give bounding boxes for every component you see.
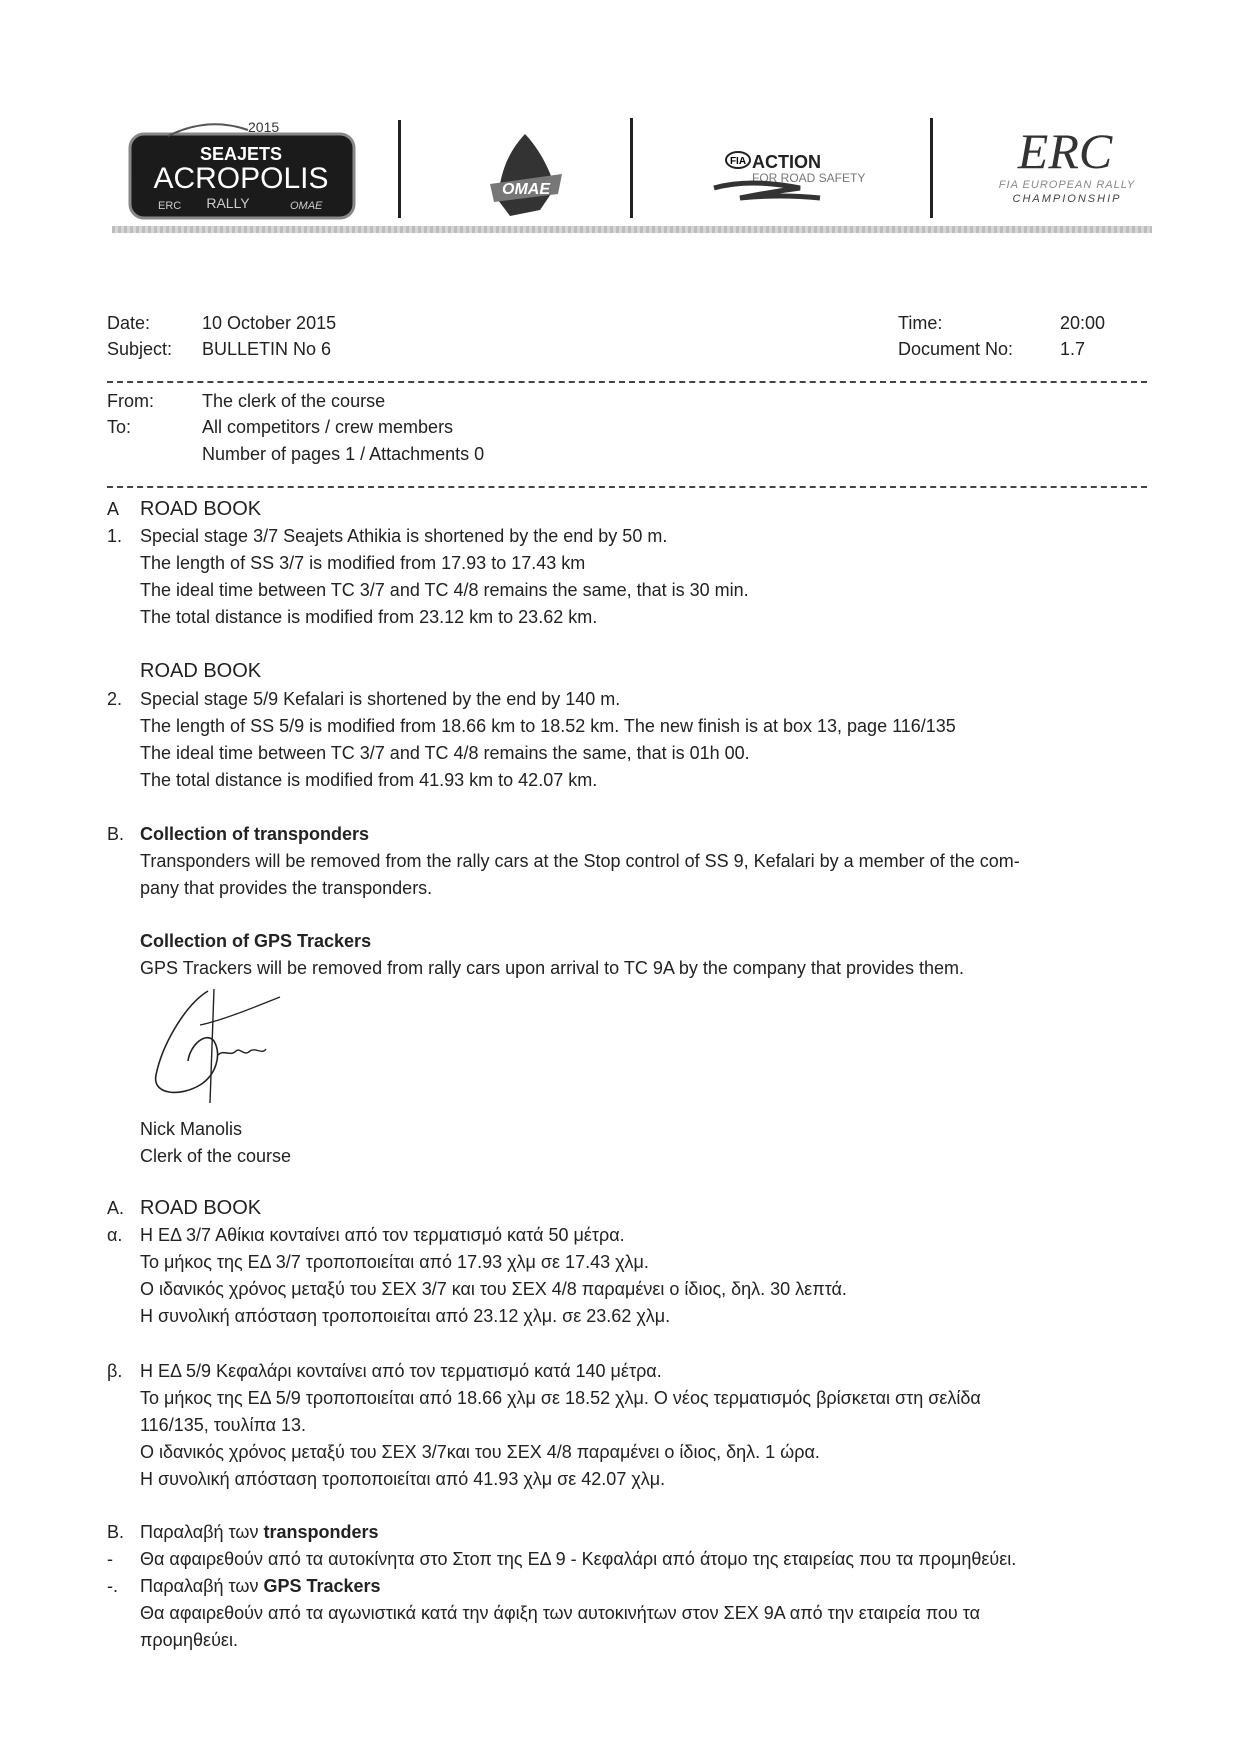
greek-section-a-marker: A. — [107, 1198, 125, 1218]
header-divider — [398, 120, 401, 218]
section-a-marker: A — [107, 499, 120, 519]
greek-gps-bold: GPS Trackers — [263, 1576, 381, 1596]
item-2-line: The total distance is modified from 41.93 km to 42.07 km. — [140, 770, 598, 790]
item-1-line: The ideal time between TC 3/7 and TC 4/8 remains the same, that is 30 min. — [140, 580, 749, 600]
erc-mark: ERC — [1017, 123, 1113, 179]
omae-logo — [470, 130, 580, 220]
greek-beta-line: 116/135, τουλίπα 13. — [140, 1415, 307, 1435]
section-b-line: Transponders will be removed from the rally cars at the Stop control of SS 9, Kefalari by a member of the com- — [140, 851, 1020, 871]
greek-beta-text — [140, 1358, 981, 1493]
acropolis-sponsor: SEAJETS — [199, 144, 283, 164]
greek-alpha-text — [140, 1222, 847, 1330]
signatory-role: Clerk of the course — [140, 1146, 292, 1166]
section-b-text — [140, 848, 1020, 902]
greek-b-dash: - — [107, 1549, 113, 1569]
greek-b-line: Θα αφαιρεθούν από τα αυτοκίνητα στο Στοπ της ΕΔ 9 - Κεφαλάρι από άτομο της εταιρείας που τα προμηθεύει. — [140, 1549, 1017, 1569]
item-1-line: Special stage 3/7 Seajets Athikia is shortened by the end by 50 m. — [140, 526, 668, 546]
gps-heading: Collection of GPS Trackers — [140, 931, 372, 951]
header-divider — [930, 118, 933, 218]
greek-gps-line: προμηθεύει. — [140, 1630, 238, 1650]
item-2-line: The ideal time between TC 3/7 and TC 4/8 remains the same, that is 01h 00. — [140, 743, 750, 763]
date-value: 10 October 2015 — [202, 313, 337, 333]
greek-beta-marker: β. — [107, 1361, 123, 1381]
from-value: The clerk of the course — [202, 391, 386, 411]
time-value: 20:00 — [1060, 313, 1106, 333]
item-2-text — [140, 686, 956, 794]
header-rule — [112, 226, 1152, 233]
dashed-divider — [107, 486, 1147, 488]
acropolis-name: ACROPOLIS — [153, 162, 329, 195]
erc-logo — [975, 118, 1155, 208]
section-a-heading: ROAD BOOK — [140, 498, 262, 520]
section-b-line: pany that provides the transponders. — [140, 878, 433, 898]
omae-text: OMAE — [502, 181, 550, 198]
greek-alpha-line: Το μήκος της ΕΔ 3/7 τροποποιείται από 17.93 χλμ σε 17.43 χλμ. — [140, 1252, 649, 1272]
pages-attachments: Number of pages 1 / Attachments 0 — [202, 444, 485, 464]
date-label: Date: — [107, 313, 151, 333]
greek-b-bold: transponders — [263, 1522, 379, 1542]
time-label: Time: — [898, 313, 943, 333]
greek-gps-line: Θα αφαιρεθούν από τα αγωνιστικά κατά την άφιξη των αυτοκινήτων στον ΣΕΧ 9Α από την εταιρεία που τα — [140, 1603, 980, 1623]
to-label: To: — [107, 417, 132, 437]
item-2-number: 2. — [107, 689, 123, 709]
item-1-number: 1. — [107, 526, 123, 546]
greek-beta-line: Ο ιδανικός χρόνος μεταξύ του ΣΕΧ 3/7και του ΣΕΧ 4/8 παραμένει ο ίδιος, δηλ. 1 ώρα. — [140, 1442, 820, 1462]
greek-alpha-line: Η ΕΔ 3/7 Αθίκια κονταίνει από τον τερματισμό κατά 50 μέτρα. — [140, 1225, 625, 1245]
greek-gps-text — [140, 1600, 980, 1654]
item-1-line: The length of SS 3/7 is modified from 17.93 to 17.43 km — [140, 553, 586, 573]
header-divider — [630, 118, 633, 218]
erc-line2: CHAMPIONSHIP — [1012, 193, 1122, 205]
greek-section-b-heading — [140, 1519, 379, 1546]
signatory-name: Nick Manolis — [140, 1119, 243, 1139]
fia-road-safety: FOR ROAD SAFETY — [752, 171, 866, 185]
greek-gps-prefix: Παραλαβή των — [140, 1576, 264, 1596]
item-1-line: The total distance is modified from 23.12 km to 23.62 km. — [140, 607, 598, 627]
from-label: From: — [107, 391, 154, 411]
fia-action-road-safety-logo — [710, 148, 880, 208]
greek-beta-line: Η συνολική απόσταση τροποποιείται από 41.93 χλμ σε 42.07 χλμ. — [140, 1469, 666, 1489]
acropolis-year: 2015 — [248, 120, 280, 135]
fia-mark: FIA — [729, 156, 747, 167]
greek-alpha-marker: α. — [107, 1225, 123, 1245]
dashed-divider — [107, 381, 1147, 383]
greek-alpha-line: Ο ιδανικός χρόνος μεταξύ του ΣΕΧ 3/7 και του ΣΕΧ 4/8 παραμένει ο ίδιος, δηλ. 30 λεπτά. — [140, 1279, 847, 1299]
to-value: All competitors / crew members — [202, 417, 454, 437]
subject-value: BULLETIN No 6 — [202, 339, 332, 359]
acropolis-badge-left: ERC — [158, 200, 182, 212]
greek-section-a-heading: ROAD BOOK — [140, 1197, 262, 1219]
section-b-marker: B. — [107, 824, 125, 844]
item-2-line: Special stage 5/9 Kefalari is shortened by the end by 140 m. — [140, 689, 621, 709]
greek-b-prefix: Παραλαβή των — [140, 1522, 264, 1542]
subject-label: Subject: — [107, 339, 173, 359]
erc-line1: FIA EUROPEAN RALLY — [998, 179, 1136, 191]
gps-text: GPS Trackers will be removed from rally cars upon arrival to TC 9A by the company that provides them. — [140, 958, 965, 978]
greek-gps-dash: -. — [107, 1576, 118, 1596]
acropolis-rally-logo — [128, 120, 356, 220]
item-2-line: The length of SS 5/9 is modified from 18.66 km to 18.52 km. The new finish is at box 13, page 116/135 — [140, 716, 956, 736]
greek-alpha-line: Η συνολική απόσταση τροποποιείται από 23.12 χλμ. σε 23.62 χλμ. — [140, 1306, 671, 1326]
fia-action: ACTION — [752, 152, 821, 172]
document-no-label: Document No: — [898, 339, 1014, 359]
signature — [140, 985, 290, 1105]
greek-beta-line: Το μήκος της ΕΔ 5/9 τροποποιείται από 18.66 χλμ σε 18.52 χλμ. Ο νέος τερματισμός βρίσκεται στη σελίδα — [140, 1388, 981, 1408]
acropolis-sub: RALLY — [206, 195, 250, 211]
acropolis-badge-right: OMAE — [290, 200, 323, 212]
document-no-value: 1.7 — [1060, 339, 1086, 359]
greek-gps-heading — [140, 1573, 381, 1600]
section-a2-heading: ROAD BOOK — [140, 660, 262, 682]
greek-beta-line: Η ΕΔ 5/9 Κεφαλάρι κονταίνει από τον τερματισμό κατά 140 μέτρα. — [140, 1361, 662, 1381]
greek-section-b-marker: B. — [107, 1522, 125, 1542]
item-1-text — [140, 523, 749, 631]
section-b-heading: Collection of transponders — [140, 824, 370, 844]
